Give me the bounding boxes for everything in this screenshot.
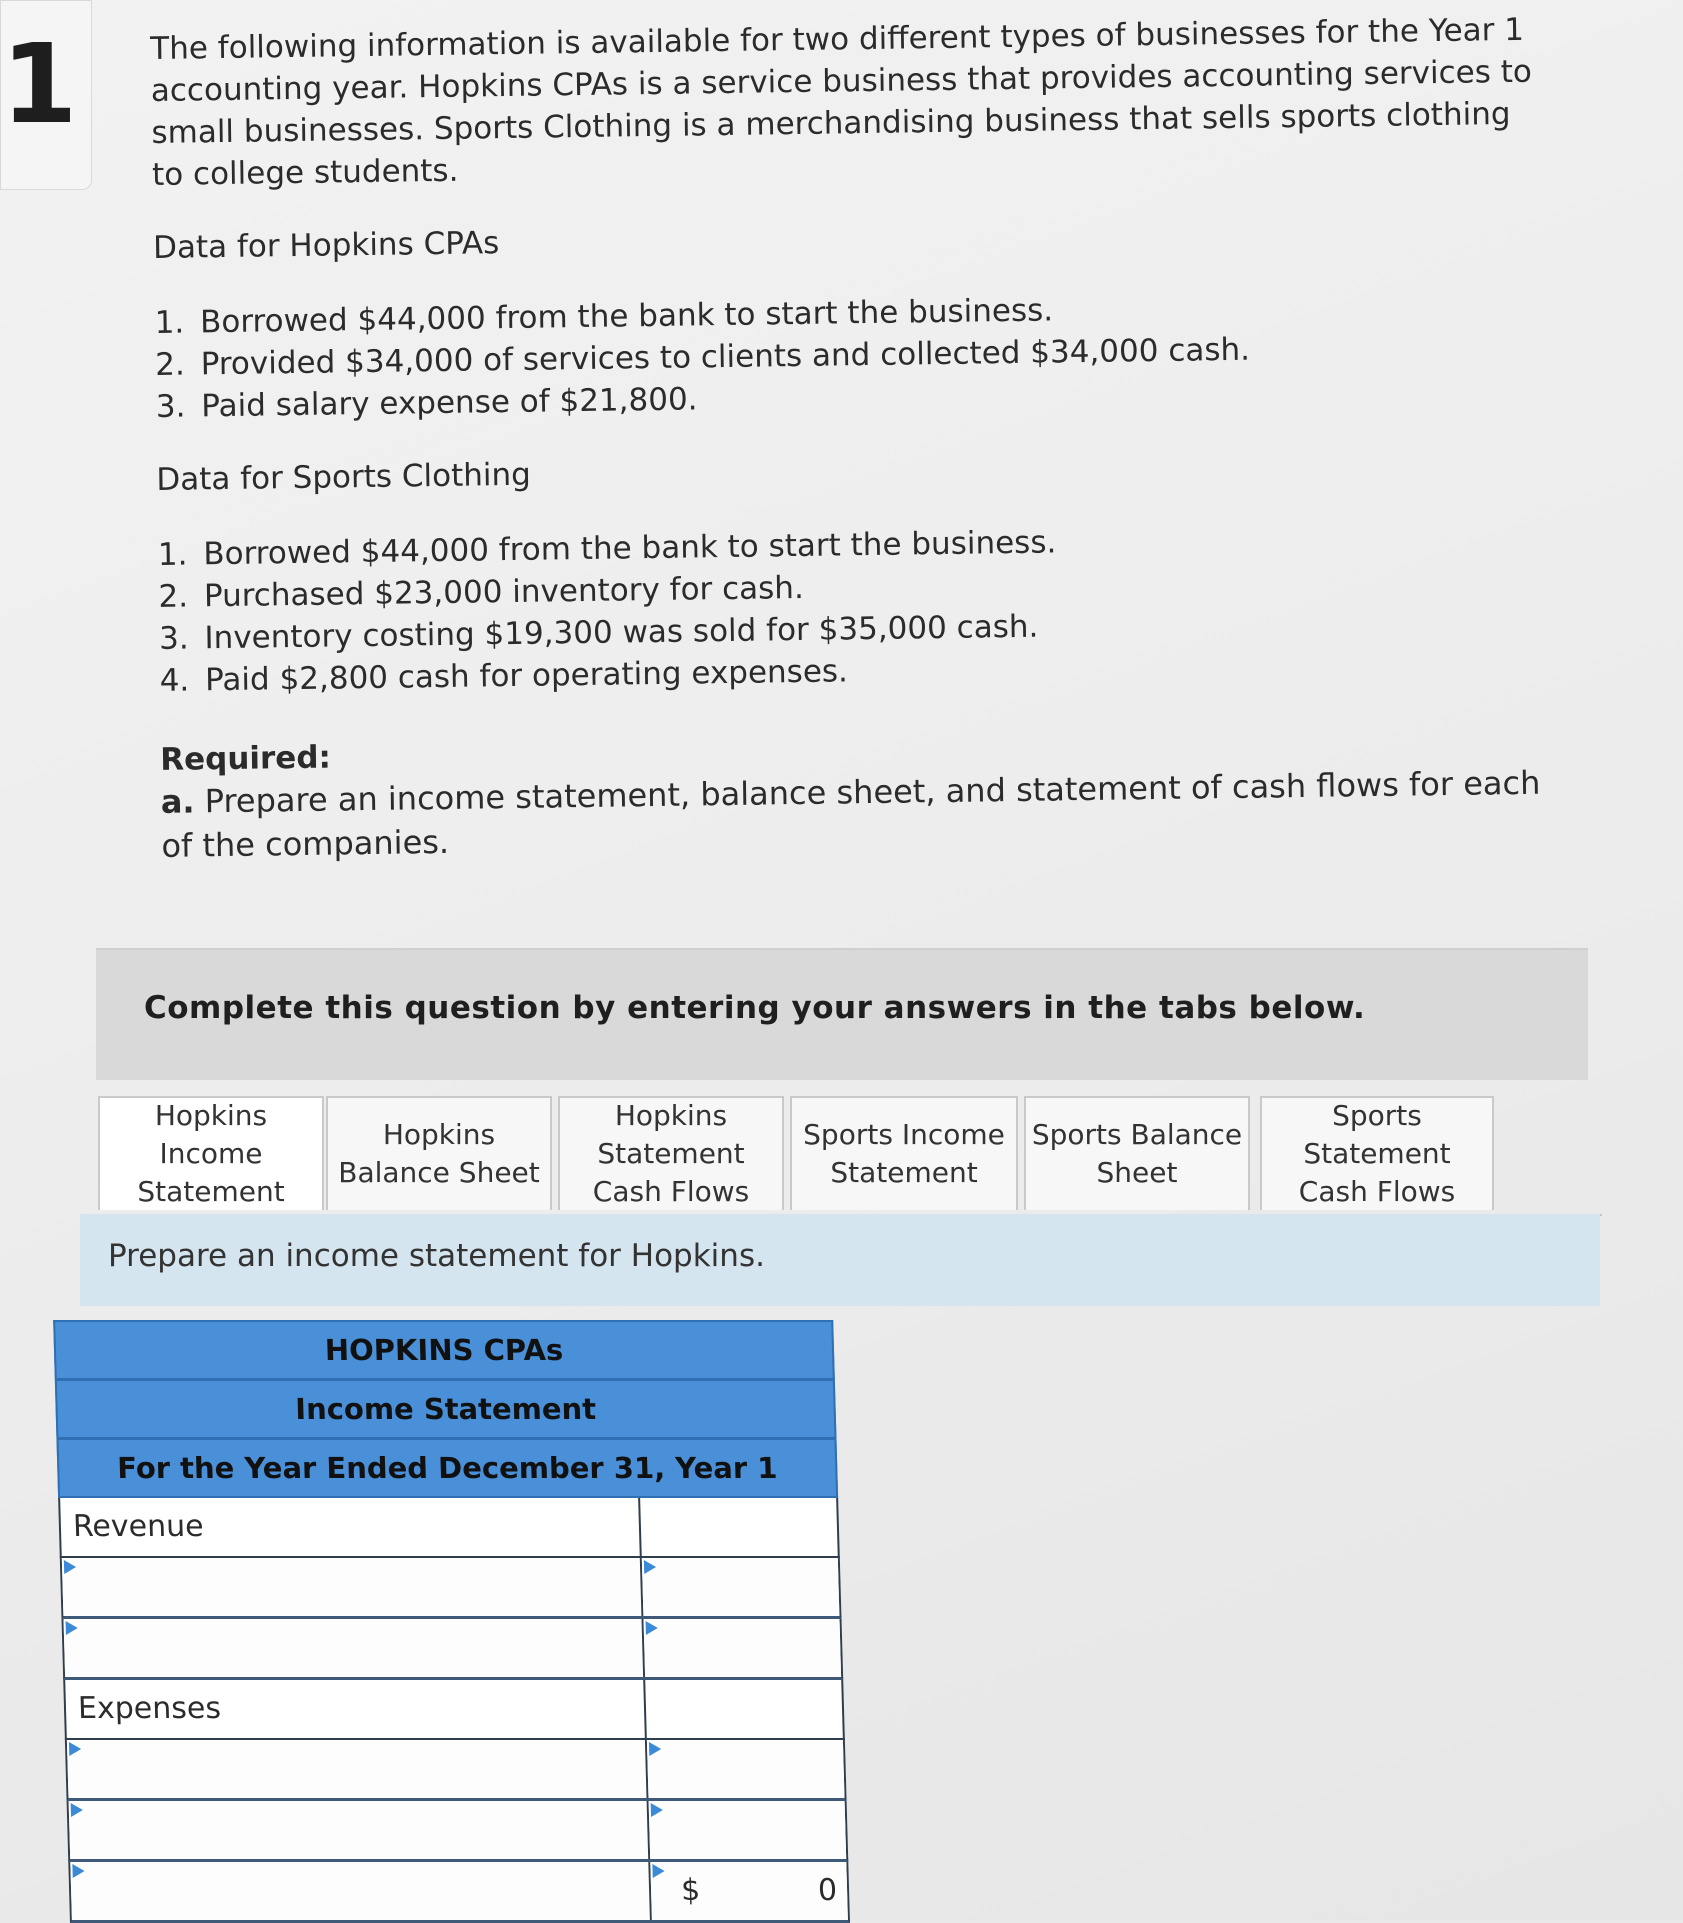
question-number: 1 (1, 20, 78, 148)
expenses-label: Expenses (65, 1680, 647, 1738)
required-a-text: Prepare an income statement, balance sheet, and statement of cash flows for each of the companies. (161, 763, 1541, 865)
total-value: 0 (817, 1873, 838, 1908)
intro-paragraph: The following information is available for two different types of businesses for the Year 1 accounting year. Hopkins CPAs is a service business that provides accounting services to small businesses. Sports Clothing is a merchandising business that sells sports clothing to college students. (150, 11, 1533, 193)
banner-text: Complete this question by entering your answers in the tabs below. (144, 990, 1366, 1026)
list-item: 2. Purchased $23,000 inventory for cash. (198, 556, 1568, 617)
instructions-banner (96, 948, 1588, 1080)
revenue-amount-input-1[interactable] (642, 1558, 840, 1616)
tab-hopkins-balance-sheet[interactable]: Hopkins Balance Sheet (326, 1096, 552, 1210)
required-title: Required: (159, 739, 332, 778)
total-account-select[interactable] (70, 1862, 652, 1920)
expense-account-select-1[interactable] (67, 1740, 649, 1798)
hopkins-list (154, 282, 1566, 428)
total-row (68, 1862, 850, 1923)
expenses-header-row (63, 1680, 845, 1740)
sports-list (157, 514, 1569, 702)
revenue-account-select-1[interactable] (62, 1558, 644, 1616)
tab-sports-balance-sheet[interactable]: Sports Balance Sheet (1024, 1096, 1250, 1210)
tab-hopkins-cash-flows[interactable]: Hopkins Statement Cash Flows (558, 1096, 784, 1210)
list-item: 2. Provided $34,000 of services to clients and collected $34,000 cash. (194, 324, 1564, 385)
question-content (150, 8, 1572, 868)
list-item: 3. Paid salary expense of $21,800. (195, 366, 1565, 427)
revenue-amount-input-2[interactable] (644, 1619, 842, 1677)
revenue-label: Revenue (60, 1498, 642, 1556)
statement-title: Income Statement (55, 1379, 837, 1438)
statement-period: For the Year Ended December 31, Year 1 (56, 1438, 838, 1498)
revenue-header-row (58, 1498, 840, 1558)
list-item: 4. Paid $2,800 cash for operating expenses. (199, 640, 1569, 701)
tab-sports-cash-flows[interactable]: Sports Statement Cash Flows (1260, 1096, 1494, 1210)
sports-heading: Data for Sports Clothing (156, 456, 532, 498)
tab-sports-income-statement[interactable]: Sports Income Statement (790, 1096, 1018, 1210)
table-row (65, 1740, 847, 1801)
revenue-account-select-2[interactable] (64, 1619, 646, 1677)
hopkins-heading: Data for Hopkins CPAs (152, 225, 500, 266)
total-amount (650, 1862, 848, 1920)
tab-hopkins-income-statement[interactable]: Hopkins Income Statement (98, 1096, 324, 1210)
expense-account-select-2[interactable] (69, 1801, 651, 1859)
tab-bar (92, 1096, 1602, 1216)
statement-company: HOPKINS CPAs (53, 1320, 835, 1379)
table-row (62, 1619, 844, 1680)
required-a-label: a. (160, 782, 195, 821)
instruction-band (80, 1214, 1600, 1306)
revenue-header-value (640, 1498, 838, 1556)
list-item: 3. Inventory costing $19,300 was sold for $35,000 cash. (198, 598, 1568, 659)
list-item: 1. Borrowed $44,000 from the bank to start the business. (197, 514, 1567, 575)
required-a (160, 760, 1581, 868)
dollar-sign: $ (680, 1873, 701, 1908)
instruction-text: Prepare an income statement for Hopkins. (108, 1238, 765, 1274)
list-item: 1. Borrowed $44,000 from the bank to start the business. (194, 282, 1564, 343)
table-row (60, 1558, 842, 1619)
expenses-header-value (645, 1680, 843, 1738)
income-statement-form (53, 1320, 850, 1923)
expense-amount-input-1[interactable] (647, 1740, 845, 1798)
table-row (67, 1801, 849, 1862)
expense-amount-input-2[interactable] (649, 1801, 847, 1859)
question-number-card (0, 0, 92, 190)
